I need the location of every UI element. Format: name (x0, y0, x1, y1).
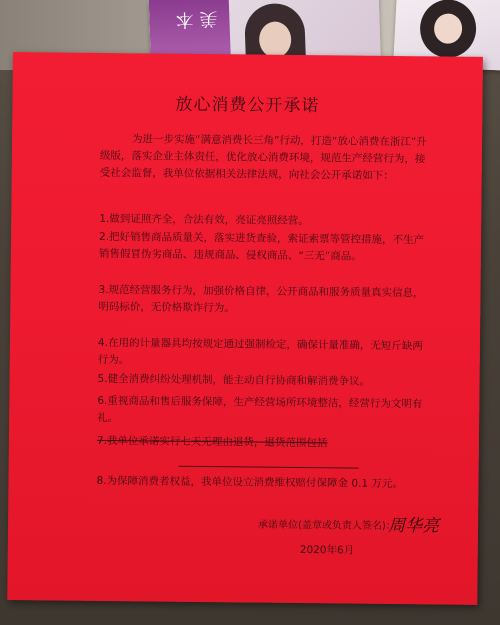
handwritten-signature: 周华亮 (387, 515, 440, 537)
signer-label: 承诺单位(盖章或负责人签名)： (258, 519, 396, 533)
red-notice-paper (7, 52, 483, 605)
notice-item-2: 2.把好销售商品质量关，落实进货查验，索证索票等管控措施，不生产销售假冒伪劣商品、违规商品、侵权商品、“三无”商品。 (98, 230, 425, 263)
notice-item-5: 5.健全消费纠纷处理机制，能主动自行协商和解消费争议。 (97, 372, 371, 388)
notice-item-4: 4.在用的计量器具均按规定通过强制检定，确保计量准确，无短斤缺两行为。 (97, 336, 424, 367)
notice-item-3: 3.规范经营服务行为，加强价格自律，公开商品和服务质量真实信息，明码标价，无价格欺诈行为。 (98, 283, 424, 315)
notice-title: 放心消费公开承诺 (175, 94, 320, 117)
flyer-vertical-text: 美 本 (175, 7, 218, 31)
notice-item-1: 1.做到证照齐全，合法有效，亮证亮照经营。 (99, 212, 309, 228)
notice-item-6: 6.重视商品和售后服务保障，生产经营场所环境整洁，经营行为文明有礼。 (97, 394, 423, 425)
notice-item-8: 8.为保障消费者权益，我单位设立消费维权赔付保障金 0.1 万元。 (96, 474, 403, 491)
notice-intro: 为进一步实施“满意消费长三角”行动，打造“放心消费在浙江”升级版，落实企业主体责任，优化放心消费环境，规范生产经营行为，接受社会监督，我单位依据相关法律法规，向社会公开承诺如下： (99, 133, 427, 182)
notice-item-7-struck: 7.我单位承诺实行七天无理由退货，退货范围包括 (96, 434, 328, 450)
notice-date: 2020年6月 (299, 544, 355, 557)
blank-line-item-7 (179, 466, 359, 469)
flyer-portrait-right (419, 0, 478, 59)
